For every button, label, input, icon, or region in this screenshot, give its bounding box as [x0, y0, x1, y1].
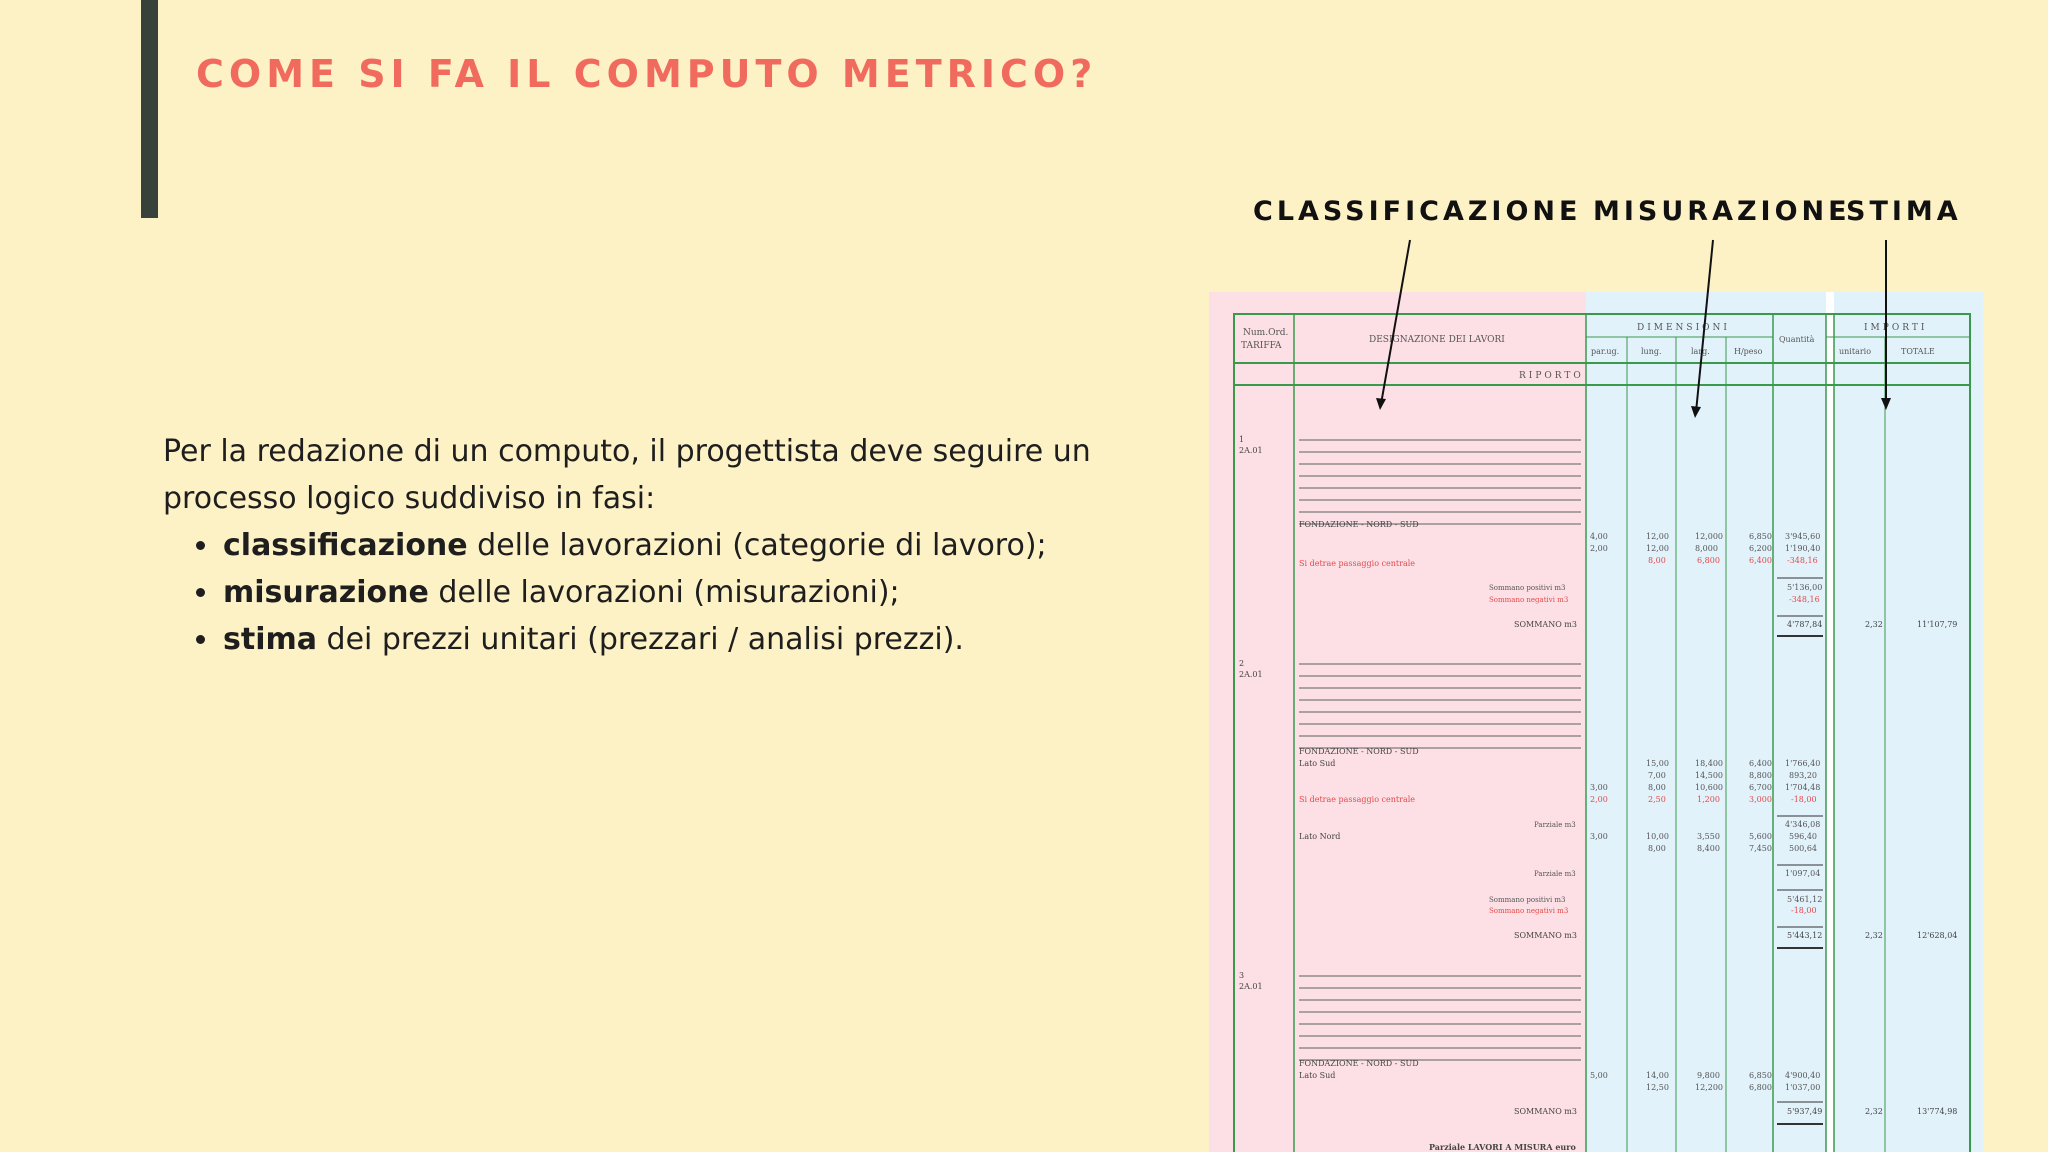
svg-text:5'136,00: 5'136,00	[1787, 583, 1823, 592]
svg-text:-348,16: -348,16	[1789, 595, 1820, 604]
svg-text:6,800: 6,800	[1749, 1083, 1772, 1092]
svg-text:8,400: 8,400	[1697, 844, 1720, 853]
svg-text:2,32: 2,32	[1865, 1107, 1883, 1116]
svg-text:12'628,04: 12'628,04	[1917, 931, 1958, 940]
svg-text:Lato Nord: Lato Nord	[1299, 832, 1341, 841]
svg-text:Quantità: Quantità	[1779, 335, 1815, 344]
svg-text:unitario: unitario	[1839, 347, 1872, 356]
svg-text:Parziale m3: Parziale m3	[1534, 870, 1576, 878]
svg-text:9,800: 9,800	[1697, 1071, 1720, 1080]
svg-text:5,600: 5,600	[1749, 832, 1772, 841]
svg-text:7,00: 7,00	[1648, 771, 1666, 780]
svg-text:2: 2	[1239, 659, 1245, 668]
svg-text:Sommano negativi m3: Sommano negativi m3	[1489, 907, 1569, 915]
svg-text:11'107,79: 11'107,79	[1917, 620, 1958, 629]
header-tariffa: TARIFFA	[1241, 341, 1282, 351]
svg-text:10,00: 10,00	[1646, 832, 1669, 841]
label-misurazione: MISURAZIONE	[1593, 196, 1851, 227]
svg-text:Sommano positivi m3: Sommano positivi m3	[1489, 584, 1566, 592]
svg-text:FONDAZIONE - NORD - SUD: FONDAZIONE - NORD - SUD	[1299, 1059, 1419, 1068]
svg-text:3'945,60: 3'945,60	[1785, 532, 1821, 541]
phase-list	[163, 522, 1113, 663]
header-dim: DIMENSIONI	[1637, 323, 1730, 333]
svg-text:5'443,12: 5'443,12	[1787, 931, 1823, 940]
svg-text:Sommano positivi m3: Sommano positivi m3	[1489, 896, 1566, 904]
svg-text:1'037,00: 1'037,00	[1785, 1083, 1821, 1092]
svg-text:1: 1	[1239, 435, 1245, 444]
svg-text:14,00: 14,00	[1646, 1071, 1669, 1080]
svg-text:500,64: 500,64	[1789, 844, 1817, 853]
svg-text:14,500: 14,500	[1695, 771, 1723, 780]
svg-text:12,200: 12,200	[1695, 1083, 1723, 1092]
svg-text:6,200: 6,200	[1749, 544, 1772, 553]
svg-text:RIPORTO: RIPORTO	[1519, 371, 1584, 381]
svg-text:3,00: 3,00	[1590, 832, 1608, 841]
svg-text:TOTALE: TOTALE	[1901, 347, 1935, 356]
label-stima: STIMA	[1846, 196, 1962, 227]
list-item: • classificazione delle lavorazioni (categorie di lavoro);	[221, 522, 1113, 569]
svg-text:12,00: 12,00	[1646, 532, 1669, 541]
svg-text:Parziale LAVORI A MISURA euro: Parziale LAVORI A MISURA euro	[1429, 1142, 1576, 1152]
svg-text:Lato Sud: Lato Sud	[1299, 759, 1336, 768]
svg-text:8,00: 8,00	[1648, 844, 1666, 853]
svg-text:8,000: 8,000	[1695, 544, 1718, 553]
svg-text:8,00: 8,00	[1648, 556, 1666, 565]
svg-text:Si detrae passaggio centrale: Si detrae passaggio centrale	[1299, 795, 1416, 804]
accent-bar	[141, 0, 158, 218]
header-num: Num.Ord.	[1243, 328, 1289, 338]
svg-text:3: 3	[1239, 971, 1245, 980]
svg-text:SOMMANO m3: SOMMANO m3	[1514, 620, 1577, 629]
svg-text:2,00: 2,00	[1590, 544, 1608, 553]
svg-text:Parziale m3: Parziale m3	[1534, 821, 1576, 829]
svg-text:1'097,04: 1'097,04	[1785, 869, 1821, 878]
svg-text:4'900,40: 4'900,40	[1785, 1071, 1821, 1080]
computo-table-image	[1209, 292, 1983, 1152]
svg-text:6,400: 6,400	[1749, 759, 1772, 768]
svg-text:-18,00: -18,00	[1791, 906, 1817, 915]
svg-text:6,700: 6,700	[1749, 783, 1772, 792]
svg-text:10,600: 10,600	[1695, 783, 1723, 792]
svg-text:5'461,12: 5'461,12	[1787, 895, 1823, 904]
svg-text:SOMMANO m3: SOMMANO m3	[1514, 1107, 1577, 1116]
svg-text:2A.01: 2A.01	[1239, 670, 1263, 679]
svg-text:4,00: 4,00	[1590, 532, 1608, 541]
svg-text:2,00: 2,00	[1590, 795, 1608, 804]
list-item: • stima dei prezzi unitari (prezzari / analisi prezzi).	[221, 616, 1113, 663]
svg-text:2,50: 2,50	[1648, 795, 1666, 804]
svg-text:8,00: 8,00	[1648, 783, 1666, 792]
svg-text:1'190,40: 1'190,40	[1785, 544, 1821, 553]
svg-text:lung.: lung.	[1641, 347, 1662, 356]
svg-text:2A.01: 2A.01	[1239, 982, 1263, 991]
list-item: • misurazione delle lavorazioni (misurazioni);	[221, 569, 1113, 616]
svg-text:larg.: larg.	[1691, 347, 1710, 356]
svg-text:6,400: 6,400	[1749, 556, 1772, 565]
svg-text:3,000: 3,000	[1749, 795, 1772, 804]
svg-text:4'346,08: 4'346,08	[1785, 820, 1821, 829]
svg-text:-18,00: -18,00	[1791, 795, 1817, 804]
svg-text:3,550: 3,550	[1697, 832, 1720, 841]
svg-text:6,800: 6,800	[1697, 556, 1720, 565]
svg-text:-348,16: -348,16	[1787, 556, 1818, 565]
svg-text:H/peso: H/peso	[1734, 347, 1763, 356]
svg-text:1,200: 1,200	[1697, 795, 1720, 804]
header-imp: IMPORTI	[1864, 323, 1928, 333]
label-classificazione: CLASSIFICAZIONE	[1253, 196, 1582, 227]
svg-text:6,850: 6,850	[1749, 532, 1772, 541]
svg-text:1'704,48: 1'704,48	[1785, 783, 1821, 792]
svg-text:5,00: 5,00	[1590, 1071, 1608, 1080]
slide-body	[163, 428, 1113, 663]
svg-text:5'937,49: 5'937,49	[1787, 1107, 1823, 1116]
svg-text:2A.01: 2A.01	[1239, 446, 1263, 455]
svg-text:par.ug.: par.ug.	[1591, 347, 1620, 356]
svg-text:7,450: 7,450	[1749, 844, 1772, 853]
svg-text:13'774,98: 13'774,98	[1917, 1107, 1958, 1116]
intro-text: Per la redazione di un computo, il progettista deve seguire un processo logico suddiviso in fasi:	[163, 434, 1091, 516]
svg-text:2,32: 2,32	[1865, 931, 1883, 940]
svg-text:18,400: 18,400	[1695, 759, 1723, 768]
svg-text:596,40: 596,40	[1789, 832, 1817, 841]
svg-text:2,32: 2,32	[1865, 620, 1883, 629]
svg-text:FONDAZIONE - NORD - SUD: FONDAZIONE - NORD - SUD	[1299, 747, 1419, 756]
svg-text:FONDAZIONE - NORD - SUD: FONDAZIONE - NORD - SUD	[1299, 520, 1419, 529]
svg-text:6,850: 6,850	[1749, 1071, 1772, 1080]
svg-text:12,00: 12,00	[1646, 544, 1669, 553]
svg-text:Si detrae passaggio centrale: Si detrae passaggio centrale	[1299, 559, 1416, 568]
svg-text:4'787,84: 4'787,84	[1787, 620, 1823, 629]
svg-text:Lato Sud: Lato Sud	[1299, 1071, 1336, 1080]
svg-text:SOMMANO m3: SOMMANO m3	[1514, 931, 1577, 940]
slide-title: COME SI FA IL COMPUTO METRICO?	[196, 52, 1098, 96]
svg-text:3,00: 3,00	[1590, 783, 1608, 792]
svg-text:15,00: 15,00	[1646, 759, 1669, 768]
svg-text:1'766,40: 1'766,40	[1785, 759, 1821, 768]
svg-text:893,20: 893,20	[1789, 771, 1817, 780]
header-desc: DESIGNAZIONE DEI LAVORI	[1369, 335, 1505, 345]
svg-text:Sommano negativi m3: Sommano negativi m3	[1489, 596, 1569, 604]
svg-text:8,800: 8,800	[1749, 771, 1772, 780]
svg-text:12,50: 12,50	[1646, 1083, 1669, 1092]
svg-text:12,000: 12,000	[1695, 532, 1723, 541]
